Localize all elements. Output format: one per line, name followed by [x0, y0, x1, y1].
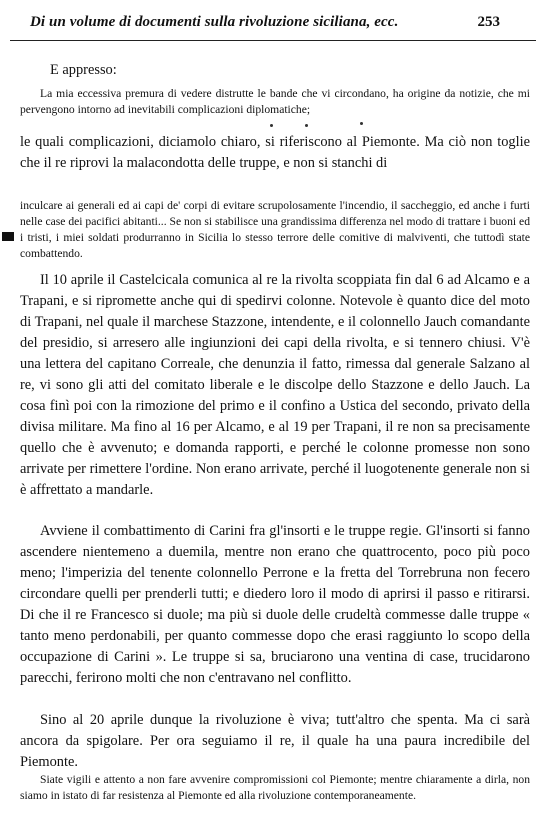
paragraph-block-4 — [20, 710, 530, 773]
margin-mark — [2, 232, 14, 241]
paragraph-2: Il 10 aprile il Castelcicala comunica al re la rivolta scoppiata fin dal 6 ad Alcamo e a Trapani, e si ripromette anche qui di spedirvi colonne. Notevole è quanto dice del moto di Trapani, nel quale il marchese Stazzone, intendente, e il colonnello Jauch comandante del presidio, si arresero alle ingiunzioni dei capi della rivolta, e si tennero chiusi. V'è una lettera del capitano Correale, che denunzia il fatto, rimessa dal generale Salzano al re, vi sono gli atti del comitato liberale e le discolpe dello Stazzone e dello Jauch. La cosa finì poi con la rimozione del primo e il confino a Ustica del secondo, privato della divisa militare. Ma fino al 16 per Alcamo, e al 19 per Trapani, il re non sa precisamente quello che è avvenuto; e domanda rapporti, e perché le colonne promesse non sono arrivate per rimettere l'ordine. Non erano arrivate, perché il luogotenente generale non si è affrettato a mandarle. — [20, 272, 530, 498]
paragraph-1: le quali complicazioni, diciamolo chiaro, si riferiscono al Piemonte. Ma ciò non toglie che il re riprovi la malacondotta delle truppe, e non si stanchi di — [20, 134, 530, 171]
quote-block-2 — [20, 198, 530, 262]
paragraph-4: Sino al 20 aprile dunque la rivoluzione è viva; tutt'altro che spenta. Ma ci sarà ancora da spigolare. Per ora seguiamo il re, il quale ha una paura incredibile del Piemonte. — [20, 712, 530, 770]
running-header — [30, 14, 500, 34]
paragraph-block-2 — [20, 270, 530, 501]
speck — [270, 124, 273, 127]
paragraph-3: Avviene il combattimento di Carini fra gl'insorti e le truppe regie. Gl'insorti si fanno ascendere nientemeno a duemila, mentre non erano che quattrocento, poco più poco meno; l'imperizia del tenente colonnello Perrone e la fretta del Torrebruna non fecero circondare quelli per prenderli tutti; e diedero loro il modo di aprirsi il passo e ritirarsi. Di che il re Francesco si duole; ma più si duole delle crudeltà commesse dalle truppe « tanto meno perdonabili, per quanto commesse dopo che erasi raggiunto lo scopo della occupazione di Carini ». Le truppe si sa, bruciarono una ventina di case, trucidarono parecchi, ferirono molti che non c'entravano nel conflitto. — [20, 523, 530, 686]
quote-3: Siate vigili e attento a non fare avvenire compromissioni col Piemonte; mentre chiaramente a dirla, non siamo in istato di far resistenza al Piemonte ed alla rivoluzione contemporaneamente. — [20, 773, 530, 802]
speck — [305, 124, 308, 127]
quote-2: inculcare ai generali ed ai capi de' corpi di evitare scrupolosamente l'incendio, il saccheggio, ed anche i furti nelle case dei pacifici abitanti... Se non si stabilisce una grandissima differenza nel modo di trattare i buoni ed i tristi, i miei soldati produrranno in Sicilia lo stesso terrore delle comitive di malviventi, che tuttodì state combattendo. — [20, 199, 530, 260]
header-rule — [10, 40, 536, 41]
paragraph-block-3 — [20, 521, 530, 689]
running-title: Di un volume di documenti sulla rivoluzione siciliana, ecc. — [30, 14, 399, 30]
quote-block-1 — [20, 86, 530, 118]
quote-1: La mia eccessiva premura di vedere distrutte le bande che vi circondano, ha origine da notizie, che mi pervengono intorno ad inevitabili complicazioni diplomatiche; — [20, 87, 530, 116]
intro-label: E appresso: — [50, 62, 117, 78]
speck — [360, 122, 363, 125]
page-number: 253 — [477, 14, 500, 30]
intro-label-block — [50, 60, 350, 81]
paragraph-block-1 — [20, 132, 530, 174]
quote-block-3 — [20, 772, 530, 804]
